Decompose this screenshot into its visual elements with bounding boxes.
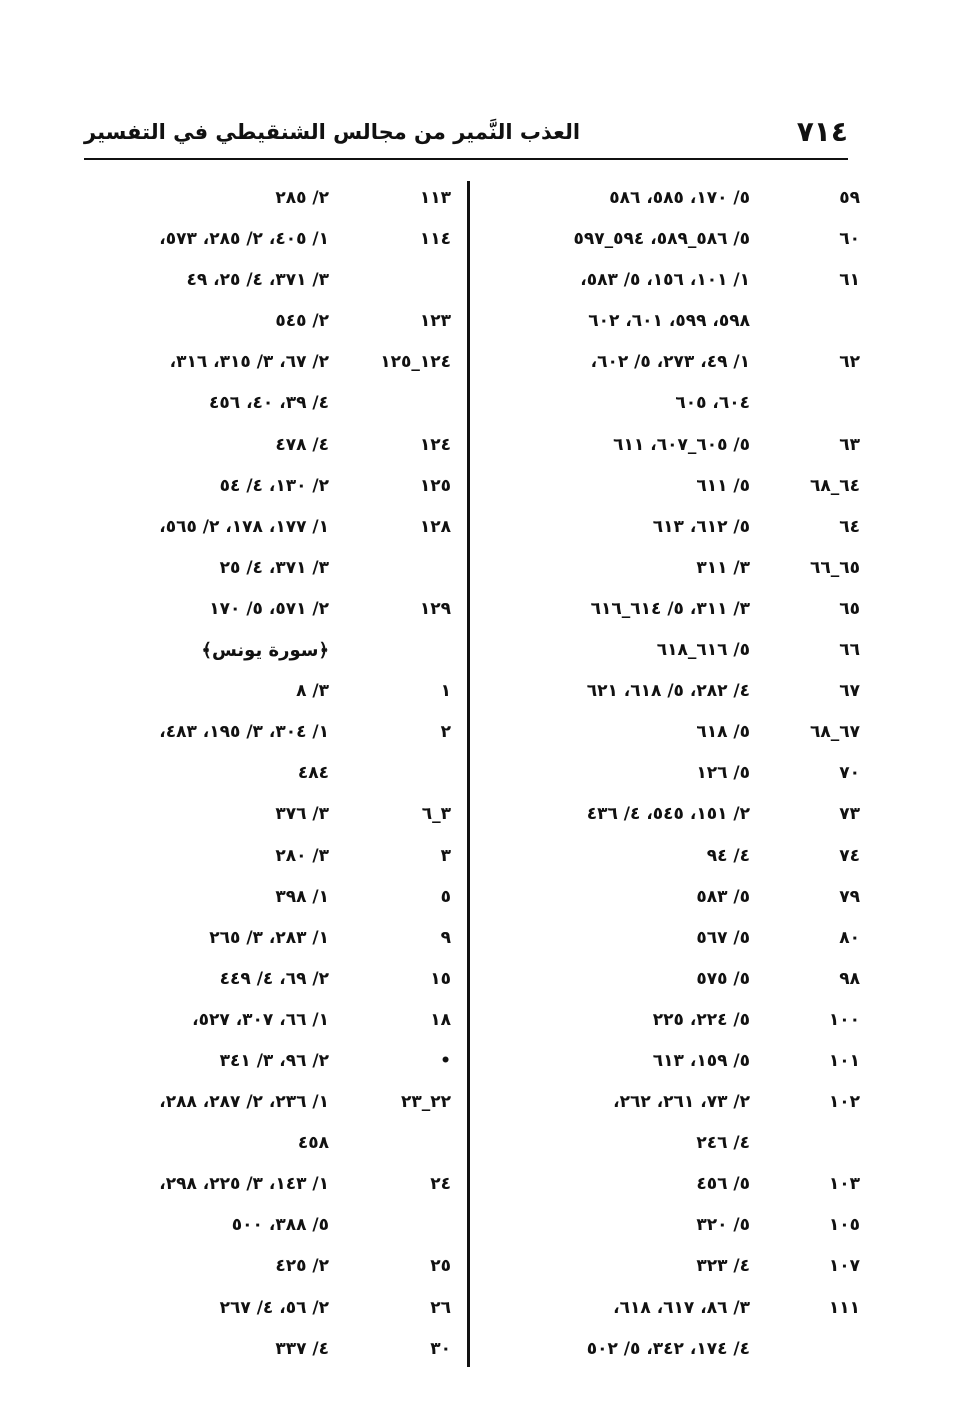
page-references: ٣/ ٣١١، ٥/ ٦١٤_٦١٦ [590, 598, 750, 619]
page-references: ٥/ ١٧٠، ٥٨٥، ٥٨٦ [609, 188, 750, 208]
page-references: ٤/ ٢٤٦ [696, 1133, 750, 1154]
ayah-number: ٩ [440, 927, 451, 948]
index-entry [475, 959, 860, 1000]
column-divider [467, 181, 470, 1367]
ayah-number: ٦٧ [839, 681, 860, 702]
index-entry [72, 301, 457, 342]
page-references: ١/ ١٧٧، ١٧٨، ٢/ ٥٦٥، [159, 516, 329, 537]
index-entry [72, 425, 457, 466]
page-references: ٥/ ١٢٦ [696, 763, 750, 784]
index-entry [475, 630, 860, 671]
page-references: ٤/ ٣٢٣ [696, 1256, 750, 1277]
page-references: ٥/ ٤٥٦ [696, 1174, 750, 1195]
ayah-number: ١٢٨ [419, 516, 451, 537]
index-entry [475, 712, 860, 753]
index-entry [475, 425, 860, 466]
page-references: ٥/ ٦١١ [696, 475, 750, 496]
page-references: ٤/ ٢٨٢، ٥/ ٦١٨، ٦٢١ [586, 681, 750, 702]
index-entry [475, 548, 860, 589]
page-references: ٥/ ٥٨٦_٥٨٩، ٥٩٤_٥٩٧ [573, 229, 750, 250]
index-entry [475, 1288, 860, 1329]
index-entry [475, 342, 860, 383]
ayah-number: ٥ [440, 886, 451, 907]
page-references: ١/ ٢٨٣، ٣/ ٢٦٥ [209, 927, 329, 948]
page-references: ١/ ٦٦، ٣٠٧، ٥٢٧، [192, 1009, 329, 1030]
index-entry [72, 1164, 457, 1205]
page-references: ٢/ ٦٩، ٤/ ٤٤٩ [219, 968, 329, 989]
page-references: ٢/ ٥٤٥ [275, 311, 329, 332]
index-entry [475, 1000, 860, 1041]
ayah-number: ٦٣ [839, 434, 860, 455]
page-references: ٥/ ٣٨٨، ٥٠٠ [231, 1215, 329, 1236]
ayah-number: ٦١ [839, 270, 860, 291]
page-references: ٤٥٨ [297, 1133, 329, 1154]
ayah-number: ٣_٦ [421, 804, 451, 825]
page-references: ١/ ٤٩، ٢٧٣، ٥/ ٦٠٢، [590, 352, 750, 373]
index-entry [475, 1246, 860, 1287]
index-entry [72, 342, 457, 383]
ayah-number: ٦٧_٦٨ [809, 722, 860, 743]
index-entry [475, 1164, 860, 1205]
index-entry [72, 1082, 457, 1123]
page-references: ٥/ ٢٢٤، ٢٢٥ [652, 1009, 750, 1030]
page-number: ٧١٤ [796, 115, 848, 148]
index-entry [72, 1246, 457, 1287]
index-entry [475, 836, 860, 877]
page-references: ١/ ٢٣٦، ٢/ ٢٨٧، ٢٨٨، [159, 1092, 329, 1113]
page-references: ٦٠٤، ٦٠٥ [675, 393, 750, 414]
index-column-left [72, 178, 457, 1370]
page-references: ٢/ ٧٣، ٢٦١، ٢٦٢، [613, 1092, 750, 1113]
index-entry [475, 877, 860, 918]
ayah-number: ٦٤ [839, 516, 860, 537]
ayah-number: ١٢٤_١٢٥ [380, 352, 451, 373]
page-references: ٢/ ٥٧١، ٥/ ١٧٠ [209, 598, 329, 619]
ayah-number: ٣٠ [430, 1338, 451, 1359]
page-references: ٥/ ٥٧٥ [696, 968, 750, 989]
index-entry [475, 1329, 860, 1370]
ayah-number: ١٢٥ [419, 475, 451, 496]
index-entry [72, 1205, 457, 1246]
index-entry [72, 1329, 457, 1370]
index-entry [72, 589, 457, 630]
index-entry [72, 712, 457, 753]
page-references: ٤/ ٩٤ [706, 845, 750, 866]
page-references: ٣/ ٣٧١، ٤/ ٢٥ [219, 557, 329, 578]
index-entry [475, 1082, 860, 1123]
index-entry [72, 1000, 457, 1041]
index-entry [475, 1041, 860, 1082]
ayah-number: ١٠١ [828, 1050, 860, 1071]
ayah-number: ١٠٧ [828, 1256, 860, 1277]
page-references: ٥/ ١٥٩، ٦١٣ [652, 1050, 750, 1071]
page-references: ١/ ١٤٣، ٣/ ٢٢٥، ٢٩٨، [159, 1174, 329, 1195]
page-references: ٣/ ٨ [296, 681, 329, 702]
index-entry [72, 836, 457, 877]
page-references: ٤/ ٣٣٧ [275, 1338, 329, 1359]
page-references: ٣/ ٣٧٦ [275, 804, 329, 825]
page-references: ٢/ ٥٦، ٤/ ٢٦٧ [219, 1297, 329, 1318]
ayah-number: ١٠٢ [828, 1092, 860, 1113]
ayah-number: ٨٠ [839, 927, 860, 948]
index-entry [475, 794, 860, 835]
index-entry [475, 671, 860, 712]
page-references: ٣/ ٣١١ [696, 557, 750, 578]
index-entry [72, 630, 457, 671]
ayah-number: ١٢٣ [419, 311, 451, 332]
page-references: ٢/ ٩٦، ٣/ ٣٤١ [219, 1050, 329, 1071]
ayah-number: ٦٥_٦٦ [809, 557, 860, 578]
ayah-number: ٧٠ [839, 763, 860, 784]
ayah-number: ٩٨ [839, 968, 860, 989]
ayah-number: • [440, 1050, 451, 1071]
ayah-number: ٢٢_٢٣ [400, 1092, 451, 1113]
ayah-number: ٧٣ [839, 804, 860, 825]
page-header [84, 112, 848, 158]
index-entry [72, 1041, 457, 1082]
page-references: ٥/ ٦٠٥_٦٠٧، ٦١١ [613, 434, 750, 455]
index-entry [72, 260, 457, 301]
ayah-number: ٢٦ [430, 1297, 451, 1318]
page-references: ٣/ ٣٧١، ٤/ ٢٥، ٤٩ [186, 270, 329, 291]
page-references: ٣/ ٨٦، ٦١٧، ٦١٨، [613, 1297, 750, 1318]
ayah-number: ٦٢ [839, 352, 860, 373]
index-entry [72, 548, 457, 589]
ayah-number: ١٢٩ [419, 598, 451, 619]
index-entry [475, 260, 860, 301]
page-references: ٥/ ٣٢٠ [696, 1215, 750, 1236]
index-entry [72, 383, 457, 424]
page-references: ٤/ ١٧٤، ٣٤٢، ٥/ ٥٠٢ [586, 1338, 750, 1359]
index-entry [475, 1123, 860, 1164]
index-entry [475, 507, 860, 548]
page-references: ٢/ ٦٧، ٣/ ٣١٥، ٣١٦، [169, 352, 329, 373]
ayah-number: ١٢٤ [419, 434, 451, 455]
index-entry [72, 1288, 457, 1329]
index-entry [72, 877, 457, 918]
index-entry [72, 959, 457, 1000]
page-references: ٤٨٤ [297, 763, 329, 784]
page-references: ١/ ١٠١، ١٥٦، ٥/ ٥٨٣، [580, 270, 750, 291]
index-entry [475, 918, 860, 959]
page-references: ٢/ ٢٨٥ [275, 188, 329, 208]
index-entry [475, 383, 860, 424]
index-entry [72, 918, 457, 959]
page-references: ٥/ ٦١٨ [696, 722, 750, 743]
index-entry [475, 589, 860, 630]
ayah-number: ٣ [440, 845, 451, 866]
page-references: ٢/ ١٣٠، ٤/ ٥٤ [219, 475, 329, 496]
page-references: ٥/ ٥٨٣ [696, 886, 750, 907]
index-entry [475, 753, 860, 794]
ayah-number: ١١٤ [419, 229, 451, 250]
ayah-number: ٧٩ [839, 886, 860, 907]
index-entry [72, 466, 457, 507]
ayah-number: ٦٤_٦٨ [809, 475, 860, 496]
index-entry [475, 219, 860, 260]
ayah-number: ٢٤ [430, 1174, 451, 1195]
ayah-number: ١ [440, 681, 451, 702]
page-references: ٥/ ٦١٢، ٦١٣ [652, 516, 750, 537]
index-entry [475, 301, 860, 342]
index-entry [475, 466, 860, 507]
ayah-number: ٦٠ [839, 229, 860, 250]
page-references: ١/ ٤٠٥، ٢/ ٢٨٥، ٥٧٣، [159, 229, 329, 250]
page-references: ٢/ ١٥١، ٥٤٥، ٤/ ٤٣٦ [586, 804, 750, 825]
index-column-right [475, 178, 860, 1370]
ayah-number: ١٥ [430, 968, 451, 989]
ayah-number: ٢٥ [430, 1256, 451, 1277]
ayah-number: ٦٦ [839, 640, 860, 661]
page-references: ١/ ٣٩٨ [275, 886, 329, 907]
ayah-number: ٥٩ [839, 188, 860, 208]
index-entry [475, 178, 860, 219]
ayah-number: ١٠٣ [828, 1174, 860, 1195]
page-references: ٥/ ٥٦٧ [696, 927, 750, 948]
ayah-number: ١٠٥ [828, 1215, 860, 1236]
ayah-number: ١١١ [828, 1297, 860, 1318]
index-entry [72, 507, 457, 548]
index-entry [72, 178, 457, 219]
page-references: ٥٩٨، ٥٩٩، ٦٠١، ٦٠٢ [588, 311, 750, 332]
ayah-number: ١١٣ [419, 188, 451, 208]
surah-heading: ﴿سورة يونس﴾ [201, 640, 329, 662]
index-entry [475, 1205, 860, 1246]
page-references: ١/ ٣٠٤، ٣/ ١٩٥، ٤٨٣، [159, 722, 329, 743]
ayah-number: ١٠٠ [828, 1009, 860, 1030]
index-entry [72, 753, 457, 794]
book-title: العذب النَّمير من مجالس الشنقيطي في التفسير [84, 120, 581, 144]
ayah-number: ٢ [440, 722, 451, 743]
ayah-number: ٧٤ [839, 845, 860, 866]
page-references: ٥/ ٦١٦_٦١٨ [656, 640, 750, 661]
index-entry [72, 794, 457, 835]
index-entry [72, 671, 457, 712]
page-references: ٢/ ٤٢٥ [275, 1256, 329, 1277]
page-references: ٤/ ٤٧٨ [275, 434, 329, 455]
index-entry [72, 219, 457, 260]
ayah-number: ٦٥ [839, 598, 860, 619]
index-entry [72, 1123, 457, 1164]
page-references: ٣/ ٢٨٠ [275, 845, 329, 866]
page-references: ٤/ ٣٩، ٤٠، ٤٥٦ [209, 393, 329, 414]
ayah-number: ١٨ [430, 1009, 451, 1030]
header-divider [84, 158, 848, 160]
